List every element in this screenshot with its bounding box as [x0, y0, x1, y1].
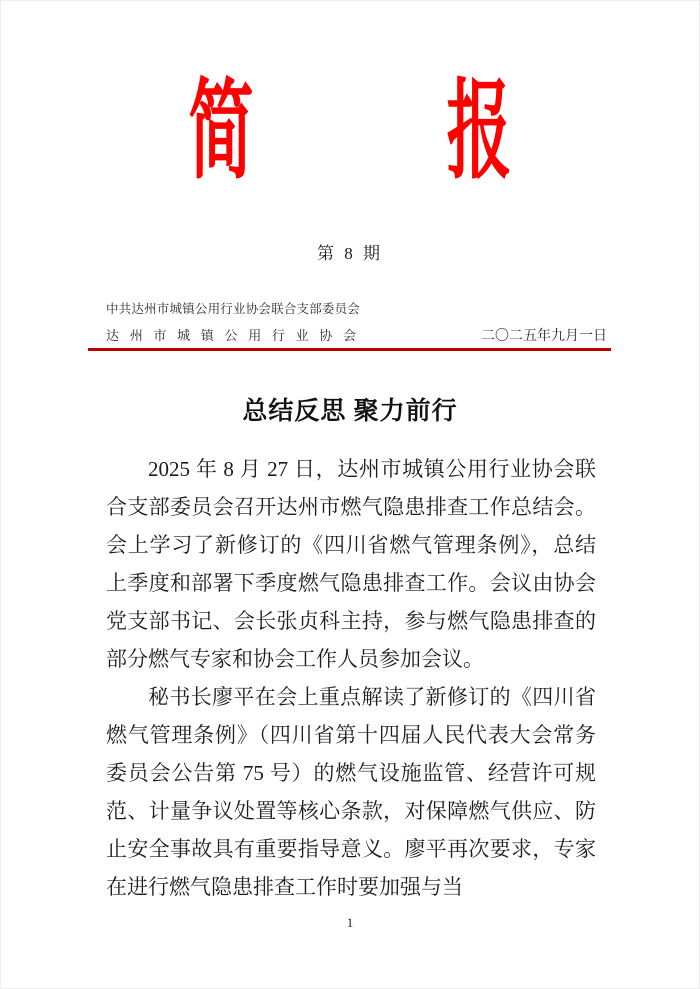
- article-paragraph-1: 2025 年 8 月 27 日，达州市城镇公用行业协会联合支部委员会召开达州市燃气隐患排查工作总结会。会上学习了新修订的《四川省燃气管理条例》，总结上季度和部署下季度燃气隐患排查工作。会议由协会党支部书记、会长张贞科主持，参与燃气隐患排查的部分燃气专家和协会工作人员参加会议。: [106, 457, 596, 671]
- article-body: [106, 450, 596, 906]
- org-name-line1: 中共达州市城镇公用行业协会联合支部委员会: [106, 302, 361, 316]
- masthead-title: [1, 73, 699, 192]
- org-row: [106, 328, 607, 345]
- issue-label: 第 8 期: [317, 244, 383, 263]
- page-number: 1: [346, 915, 354, 930]
- article-paragraph-2: 秘书长廖平在会上重点解读了新修订的《四川省燃气管理条例》（四川省第十四届人民代表大会常务委员会公告第 75 号）的燃气设施监管、经营许可规范、计量争议处置等核心条款，对保障燃气供应、防止安全事故具有重要指导意义。廖平再次要求，专家在进行燃气隐患排查工作时要加强与当: [106, 685, 596, 899]
- red-divider-rule: [88, 348, 611, 351]
- masthead-char-2: 报: [446, 73, 512, 192]
- org-name-line2: 达州市城镇公用行业协会: [106, 328, 356, 343]
- article-title: 总结反思 聚力前行: [242, 398, 458, 425]
- issue-date: 二〇二五年九月一日: [481, 329, 607, 344]
- doc-header: [106, 301, 607, 345]
- masthead-char-1: 简: [188, 73, 254, 192]
